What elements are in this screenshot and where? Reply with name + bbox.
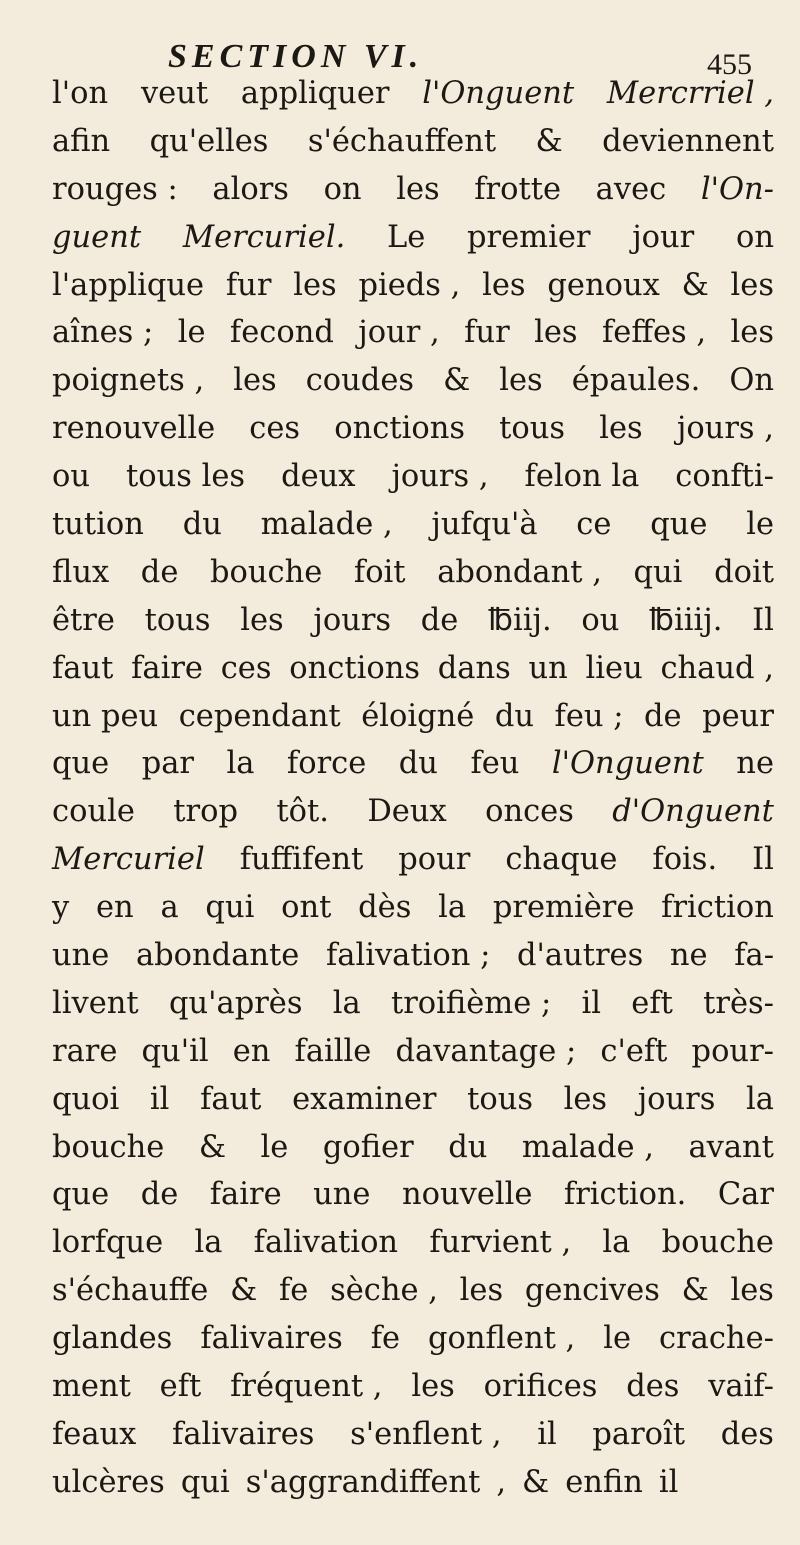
word: feffes , [601,315,707,351]
word: tution [52,507,144,543]
word: fur [225,267,272,303]
word: le [177,315,206,351]
text-line [52,1028,774,1076]
word: les [563,1081,608,1117]
word: eft [159,1369,202,1405]
word: qui [633,554,683,590]
word: les [730,1273,774,1309]
word: être [52,602,115,638]
word: friction. [563,1177,687,1213]
word: il [581,985,602,1021]
word: poignets , [52,363,205,399]
word: tous [144,602,211,638]
word: que [52,1177,110,1213]
word: de [420,602,459,638]
word: genoux [547,267,660,303]
word: ce [576,507,612,543]
word: en [232,1033,271,1069]
word: jour [632,219,695,255]
text-line [52,980,774,1028]
word: sèche , [330,1273,438,1309]
word: gofier [322,1129,414,1165]
word: foit [353,554,406,590]
word: s'aggrandiffent [245,1464,481,1500]
word: le [746,507,774,543]
word: , [496,1464,507,1500]
word: afin [52,123,111,159]
word: fuffifent [239,842,364,878]
word: & [198,1129,226,1165]
word: lorfque [52,1225,164,1261]
word: s'enflent , [350,1416,502,1452]
word: épaules. [571,363,701,399]
word: en [96,890,134,926]
word: par [141,746,194,782]
word: cependant [178,698,341,734]
text-line [52,1315,774,1363]
word: avec [595,171,667,207]
word: de [140,1177,179,1213]
word: orifices [483,1369,598,1405]
italic-word: guent [52,219,142,255]
word: vaif- [708,1369,774,1405]
word: jours [313,602,392,638]
text-line [52,166,774,214]
body-text [52,70,774,1507]
text-line [52,1076,774,1124]
word: le [260,1129,289,1165]
word: coule [52,794,135,830]
word: la [602,1225,631,1261]
word: fréquent , [230,1369,383,1405]
word: l'on [52,76,109,111]
word: la [332,985,361,1021]
word: onctions [334,411,465,447]
italic-word: l'Onguent [551,746,704,782]
word: bouche [52,1129,165,1165]
word: jufqu'à [431,507,538,543]
word: la [226,746,255,782]
text-line [52,884,774,932]
word: ces [220,650,272,686]
word: éloigné [361,698,475,734]
word: faut [52,650,114,686]
word: quoi [52,1081,120,1117]
word: les [730,315,774,351]
italic-word: l'Onguent [422,76,575,111]
word: qui [180,1464,230,1500]
word: tous [467,1081,533,1117]
italic-word: Mercrriel , [606,76,774,111]
word: que [650,507,708,543]
word: les [534,315,578,351]
word: premier [467,219,591,255]
word: confti- [675,459,774,495]
word: on [323,171,362,207]
word: jours , [676,411,774,447]
word: paroît [592,1416,686,1452]
word: gencives [524,1273,660,1309]
word: les [411,1369,455,1405]
word: ne [736,746,774,782]
word: qui [205,890,255,926]
word: première [492,890,635,926]
text-line [52,501,774,549]
word: il [658,1464,679,1500]
word: troifième ; [390,985,552,1021]
word: les [499,363,543,399]
word: du [448,1129,488,1165]
text-line [52,1363,774,1411]
text-line [52,405,774,453]
word: très- [703,985,774,1021]
word: peur [702,698,774,734]
text-line [52,836,774,884]
word: nouvelle [401,1177,533,1213]
word: deviennent [602,123,774,159]
word: feaux [52,1416,137,1452]
word: la [438,890,467,926]
word: d'autres [516,938,644,974]
word: frotte [474,171,562,207]
word: veut [140,76,209,111]
word: abondant , [437,554,602,590]
word: coudes [305,363,415,399]
word: fecond [229,315,334,351]
word: flux [52,554,110,590]
word: ulcères [52,1464,165,1500]
word: & [681,1273,709,1309]
word: du [182,507,222,543]
word: falivation ; [325,938,491,974]
text-line [52,645,774,693]
text-line [52,1171,774,1219]
running-head: SECTION VI. [168,38,424,75]
word: ℔iiij. [649,602,723,638]
word: pieds , [358,267,461,303]
word: & [522,1464,550,1500]
word: feu ; [554,698,624,734]
word: pour [398,842,471,878]
word: Car [717,1177,774,1213]
text-line [52,1124,774,1172]
word: jours , [391,459,489,495]
word: onctions [289,650,420,686]
word: les [459,1273,504,1309]
word: & [681,267,709,303]
word: jour , [358,315,440,351]
word: du [398,746,438,782]
word: aînes ; [52,315,154,351]
word: chaud , [660,650,774,686]
text-line [52,932,774,980]
word: trop [173,794,239,830]
word: malade , [521,1129,654,1165]
word: Il [752,602,774,638]
word: fur [464,315,510,351]
word: enfin [565,1464,643,1500]
word: malade , [260,507,393,543]
word: des [626,1369,680,1405]
word: les [396,171,440,207]
word: dès [358,890,412,926]
word: livent [52,985,139,1021]
text-line [52,70,774,118]
word: que [52,746,110,782]
word: s'échauffent [307,123,497,159]
word: de [644,698,682,734]
word: Il [752,842,774,878]
text-line [52,118,774,166]
word: friction [661,890,774,926]
italic-word: d'Onguent [612,794,774,830]
text-line [52,1411,774,1459]
word: un [528,650,568,686]
text-line [52,1219,774,1267]
word: ment [52,1369,131,1405]
word: du [494,698,535,734]
word: y [52,890,70,926]
word: ne [669,938,708,974]
word: fois. [652,842,718,878]
text-line [52,1459,774,1507]
word: les [233,363,277,399]
word: falivation [253,1225,399,1261]
word: force [286,746,367,782]
word: & [443,363,471,399]
word: onces [485,794,574,830]
word: renouvelle [52,411,216,447]
word: faire [131,650,203,686]
text-line [52,788,774,836]
word: le [603,1321,632,1357]
word: les [599,411,643,447]
text-line [52,357,774,405]
text-line [52,309,774,357]
word: rare [52,1033,118,1069]
word: l'applique [52,267,205,303]
word: chaque [505,842,618,878]
text-line [52,262,774,310]
word: c'eft [600,1033,668,1069]
word: glandes [52,1321,173,1357]
word: la [746,1081,774,1117]
word: ou [52,459,91,495]
word: Le [386,219,426,255]
italic-word: Mercuriel. [182,219,346,255]
word: une [313,1177,371,1213]
word: les [240,602,284,638]
word: ont [281,890,332,926]
word: qu'après [168,985,303,1021]
italic-word: l'On- [700,171,774,207]
word: appliquer [240,76,390,111]
word: dans [437,650,511,686]
word: pour- [691,1033,774,1069]
word: faille [294,1033,372,1069]
word: avant [688,1129,774,1165]
word: les [730,267,774,303]
word: eft [631,985,673,1021]
word: rouges : [52,171,178,207]
word: falivaires [200,1321,343,1357]
text-line [52,597,774,645]
word: alors [212,171,289,207]
word: & [230,1273,258,1309]
text-line [52,549,774,597]
word: tous [499,411,566,447]
word: de [140,554,179,590]
word: un peu [52,698,159,734]
word: crache- [659,1321,774,1357]
word: gonflent , [428,1321,576,1357]
page-number: 455 [707,48,752,81]
word: bouche [661,1225,774,1261]
text-line [52,693,774,741]
word: Deux [367,794,447,830]
word: fe [278,1273,309,1309]
word: a [160,890,179,926]
word: ou [581,602,620,638]
text-line [52,740,774,788]
word: qu'il [141,1033,209,1069]
word: felon la [524,459,640,495]
word: faire [209,1177,282,1213]
word: ℔iij. [488,602,552,638]
word: examiner [292,1081,437,1117]
word: faut [200,1081,262,1117]
word: davantage ; [395,1033,577,1069]
word: les [293,267,337,303]
word: & [535,123,563,159]
word: falivaires [172,1416,315,1452]
word: il [149,1081,170,1117]
word: fe [370,1321,401,1357]
word: abondante [135,938,300,974]
word: une [52,938,110,974]
word: la [194,1225,223,1261]
word: feu [470,746,520,782]
word: s'échauffe [52,1273,209,1309]
text-line [52,1267,774,1315]
word: tôt. [276,794,329,830]
word: des [720,1416,774,1452]
italic-word: Mercuriel [52,842,205,878]
word: deux [281,459,356,495]
word: tous les [126,459,246,495]
word: jours [637,1081,716,1117]
word: qu'elles [149,123,269,159]
word: bouche [209,554,323,590]
word: doit [714,554,774,590]
word: on [735,219,774,255]
text-line [52,453,774,501]
word: On [729,363,774,399]
word: il [537,1416,557,1452]
word: lieu [585,650,643,686]
word: ces [249,411,301,447]
word: fa- [734,938,774,974]
text-line [52,214,774,262]
word: furvient , [429,1225,572,1261]
word: les [482,267,526,303]
